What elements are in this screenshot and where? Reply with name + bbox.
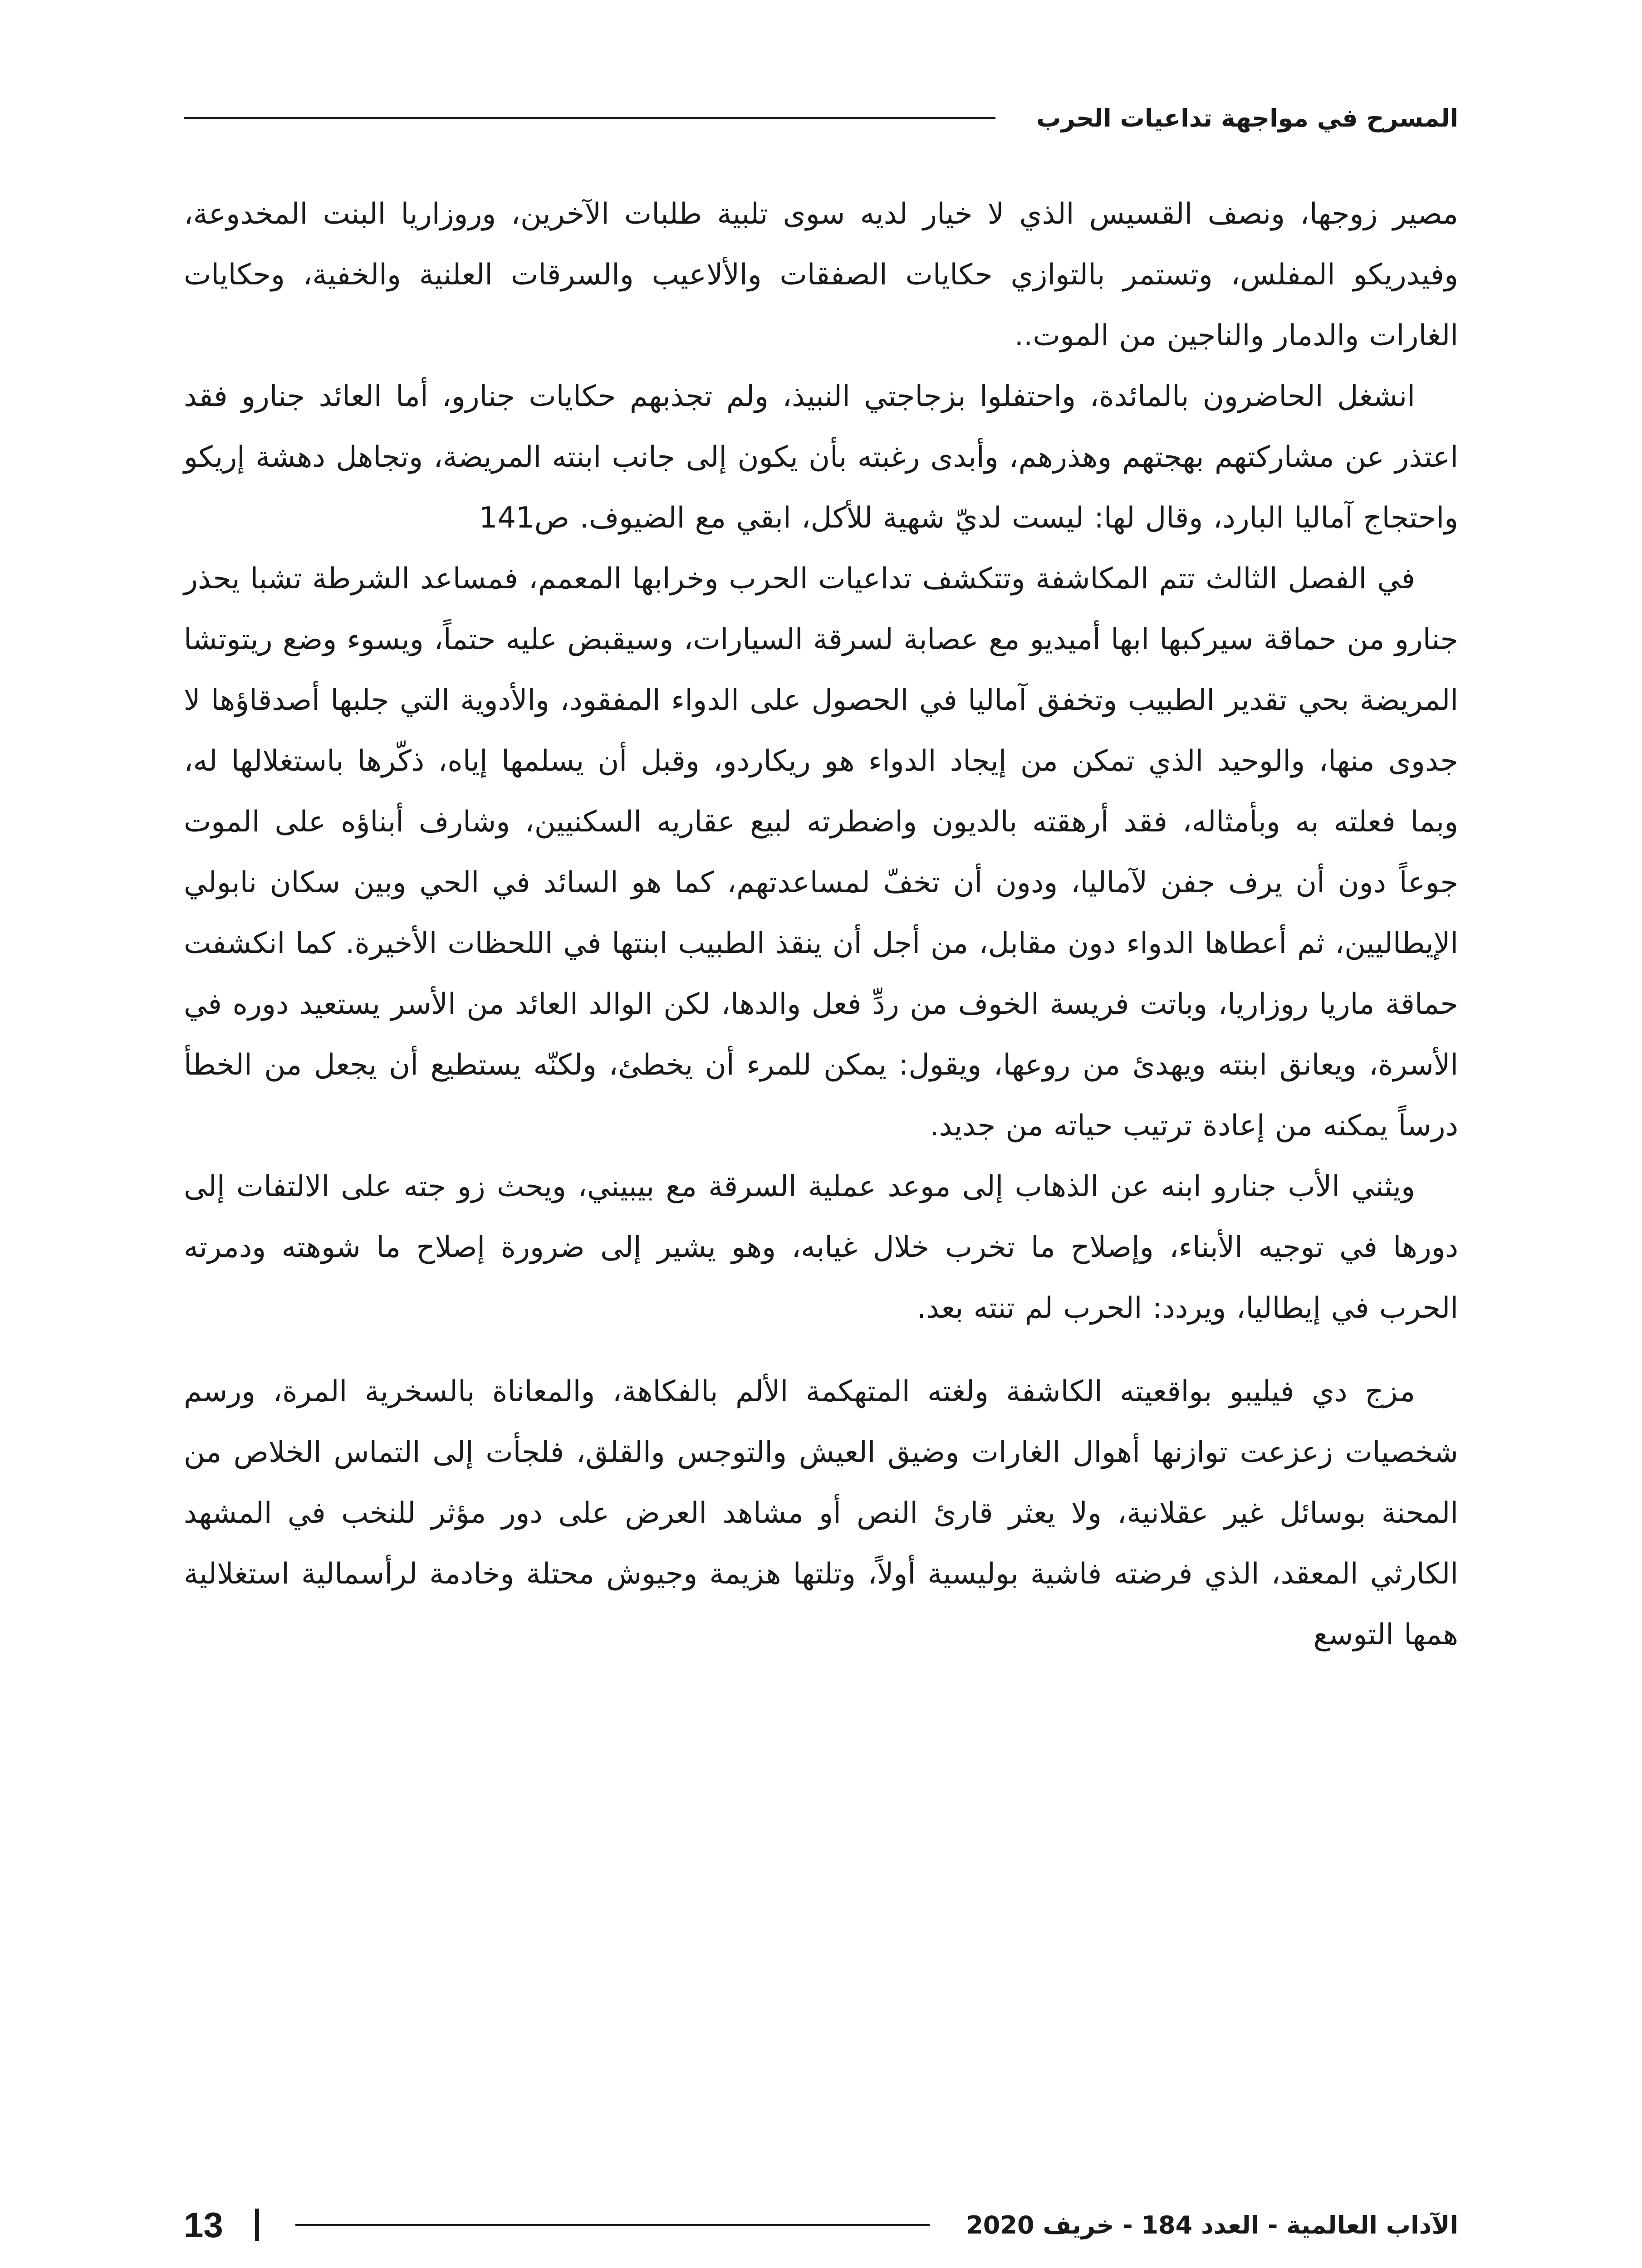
page-number: 13 bbox=[184, 2204, 223, 2245]
running-header bbox=[184, 98, 1458, 138]
header-rule bbox=[184, 117, 995, 119]
paragraph: في الفصل الثالث تتم المكاشفة وتتكشف تداعيات الحرب وخرابها المعمم، فمساعد الشرطة تشبا يحذر جنارو من حماقة سيركبها ابها أميديو مع عصابة لسرقة السيارات، وسيقبض عليه حتماً، ويسوء وضع ريتوتشا المريضة بحي تقدير الطبيب وتخفق آماليا في الحصول على الدواء المفقود، والأدوية التي جلبها أصدقاؤها لا جدوى منها، والوحيد الذي تمكن من إيجاد الدواء هو ريكاردو، وقبل أن يسلمها إياه، ذكّرها باستغلالها له، وبما فعلته به وبأمثاله، فقد أرهقته بالديون واضطرته لبيع عقاريه السكنيين، وشارف أبناؤه على الموت جوعاً دون أن يرف جفن لآماليا، ودون أن تخفّ لمساعدتهم، كما هو السائد في الحي وبين سكان نابولي الإيطاليين، ثم أعطاها الدواء دون مقابل، من أجل أن ينقذ الطبيب ابنتها في اللحظات الأخيرة. كما انكشفت حماقة ماريا روزاريا، وباتت فريسة الخوف من ردِّ فعل والدها، لكن الوالد العائد من الأسر يستعيد دوره في الأسرة، ويعانق ابنته ويهدئ من روعها، ويقول: يمكن للمرء أن يخطئ، ولكنّه يستطيع أن يجعل من الخطأ درساً يمكنه من إعادة ترتيب حياته من جديد. bbox=[184, 562, 1458, 1143]
running-title: المسرح في مواجهة تداعيات الحرب bbox=[1036, 103, 1458, 132]
page-footer bbox=[184, 2202, 1458, 2248]
paragraph: مزج دي فيليبو بواقعيته الكاشفة ولغته المتهكمة الألم بالفكاهة، والمعاناة بالسخرية المرة، ورسم شخصيات زعزعت توازنها أهوال الغارات وضيق العيش والتوجس والقلق، فلجأت إلى التماس الخلاص من المحنة بوسائل غير عقلانية، ولا يعثر قارئ النص أو مشاهد العرض على دور مؤثر للنخب في المشهد الكارثي المعقد، الذي فرضته فاشية بوليسية أولاً، وتلتها هزيمة وجيوش محتلة وخادمة لرأسمالية استغلالية همها التوسع bbox=[184, 1375, 1458, 1652]
paragraph: ويثني الأب جنارو ابنه عن الذهاب إلى موعد عملية السرقة مع بيبيني، ويحث زو جته على الالتفات إلى دورها في توجيه الأبناء، وإصلاح ما تخرب خلال غيابه، وهو يشير إلى ضرورة إصلاح ما شوهته ودمرته الحرب في إيطاليا، ويردد: الحرب لم تنته بعد. bbox=[184, 1170, 1458, 1325]
paragraph: انشغل الحاضرون بالمائدة، واحتفلوا بزجاجتي النبيذ، ولم تجذبهم حكايات جنارو، أما العائد جنارو فقد اعتذر عن مشاركتهم بهجتهم وهذرهم، وأبدى رغبته بأن يكون إلى جانب ابنته المريضة، وتجاهل دهشة إريكو واحتجاج آماليا البارد، وقال لها: ليست لديّ شهية للأكل، ابقي مع الضيوف. ص141 bbox=[184, 380, 1458, 535]
journal-info: الآداب العالمية - العدد 184 - خريف 2020 bbox=[966, 2210, 1458, 2239]
article-body bbox=[184, 184, 1458, 1665]
footer-separator-bar bbox=[255, 2209, 259, 2241]
paragraph-continuation: مصير زوجها، ونصف القسيس الذي لا خيار لديه سوى تلبية طلبات الآخرين، وروزاريا البنت المخدوعة، وفيدريكو المفلس، وتستمر بالتوازي حكايات الصفقات والألاعيب والسرقات العلنية والخفية، وحكايات الغارات والدمار والناجين من الموت.. bbox=[184, 197, 1458, 352]
footer-rule bbox=[295, 2224, 930, 2226]
